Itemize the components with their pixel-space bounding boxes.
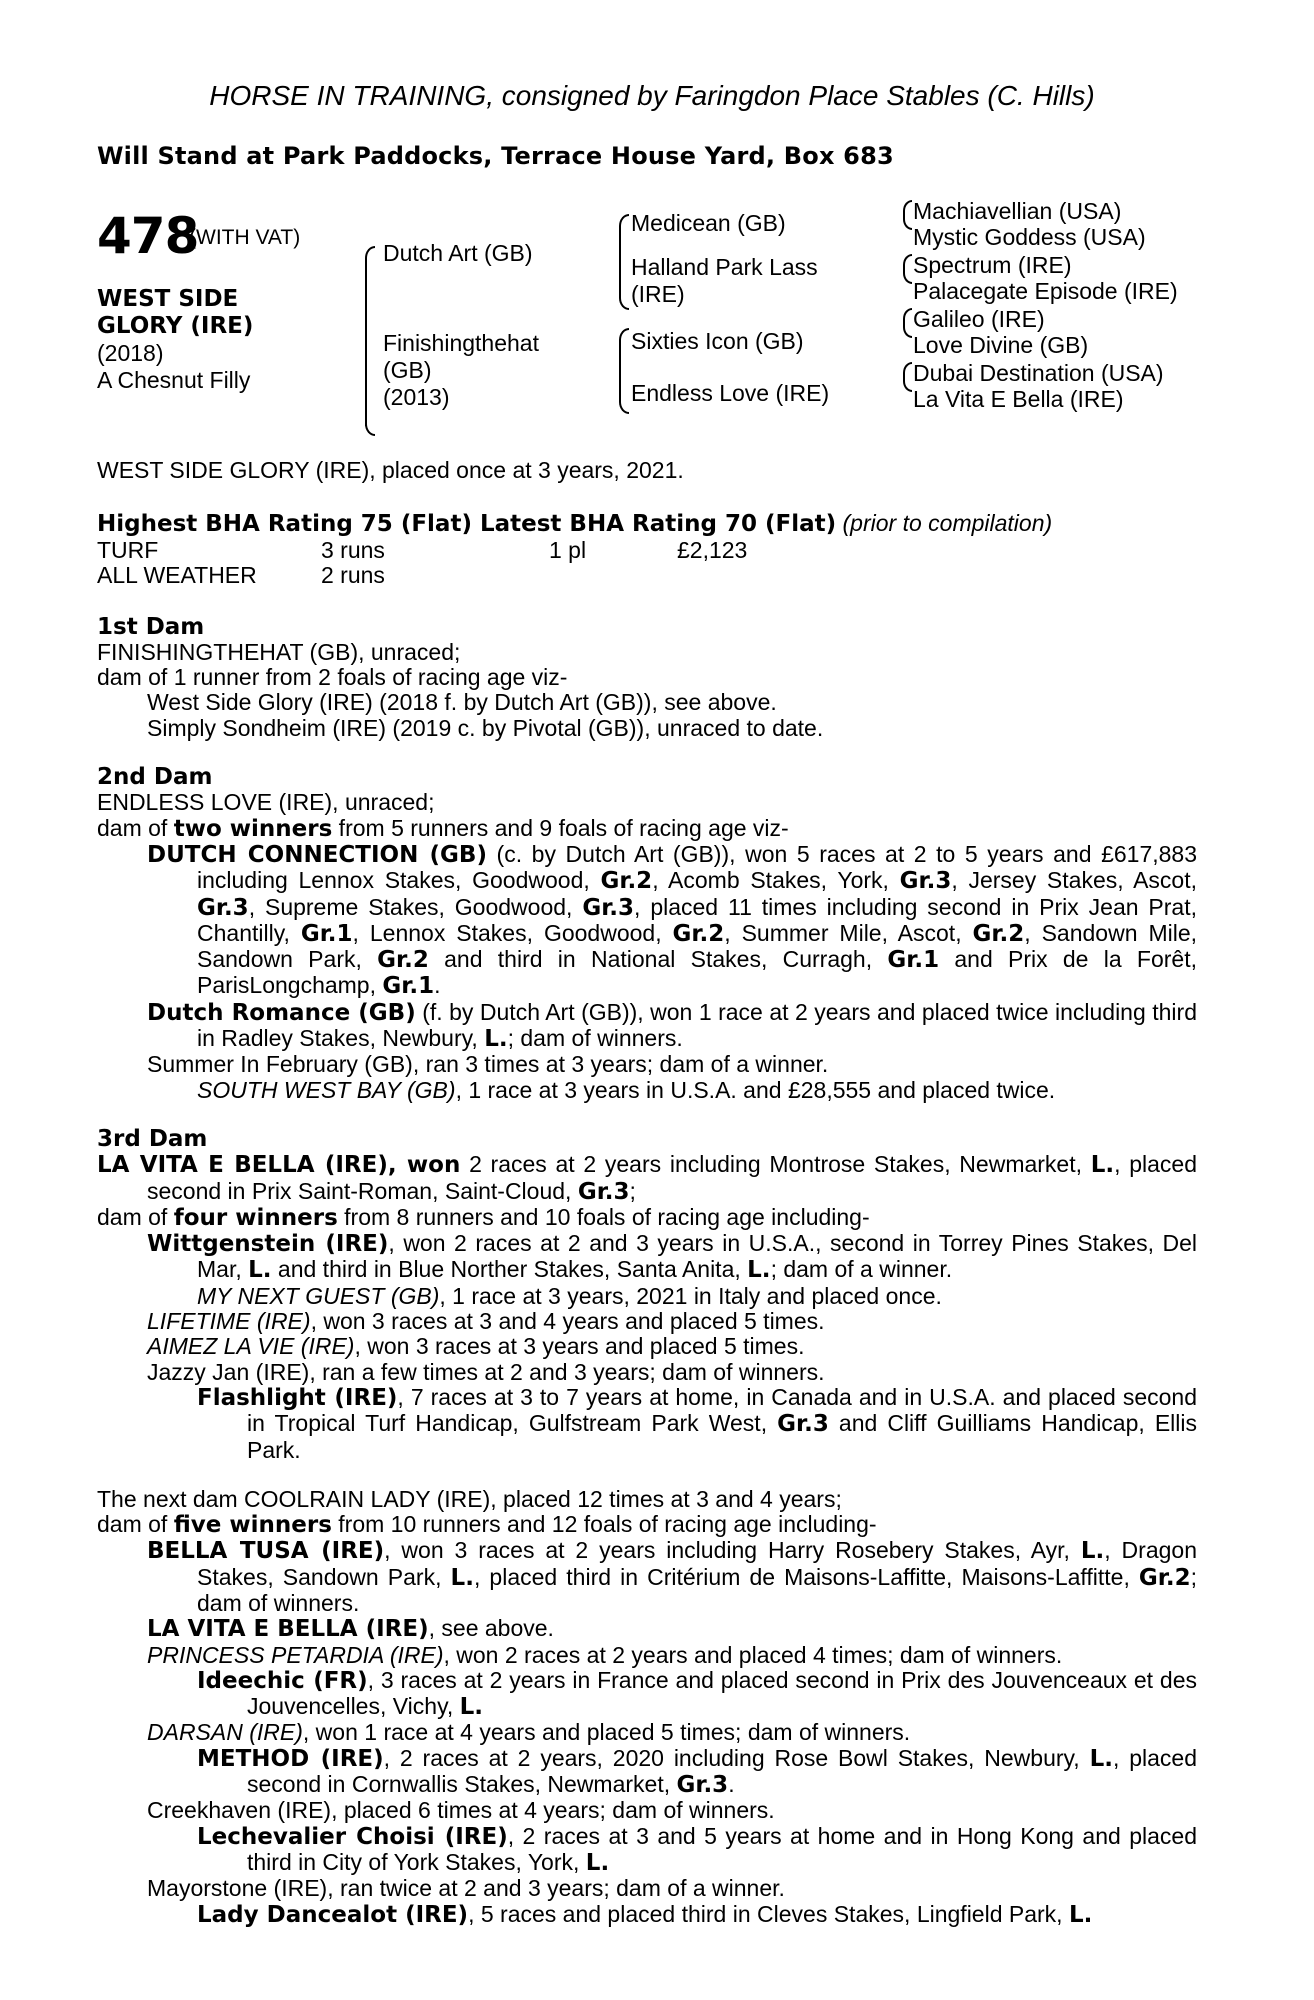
- g34-brace-bottom: [903, 268, 912, 284]
- turf-label: TURF: [97, 536, 159, 563]
- produce-item-dutch-romance: Dutch Romance (GB) (f. by Dutch Art (GB)), won 1 race at 2 years and placed twice including third in Radley Stakes, Newbury, L.; dam of winners.: [147, 998, 1197, 1053]
- pedigree-sire-sire: Medicean (GB): [631, 210, 786, 236]
- dam-year: (2013): [383, 384, 450, 410]
- rating-line: [97, 511, 1197, 537]
- rating-note: (prior to compilation): [842, 510, 1053, 537]
- produce-item: Simply Sondheim (IRE) (2019 c. by Pivotal (GB)), unraced to date.: [147, 714, 824, 741]
- g56-brace-bottom: [903, 322, 912, 338]
- dd-brace: [619, 368, 629, 414]
- produce-item-bella-tusa: BELLA TUSA (IRE), won 3 races at 2 years including Harry Rosebery Stakes, Ayr, L., Dragon Stakes, Sandown Park, L., placed third in Critérium de Maisons-Laffitte, Maisons-Laffitte, Gr.2; dam of winners.: [147, 1537, 1197, 1616]
- sd-line1: Halland Park Lass: [631, 254, 818, 280]
- pedigree-gds: [913, 306, 1088, 358]
- aw-runs: 2 runs: [321, 561, 385, 588]
- dam-name-line2: (GB): [383, 357, 432, 383]
- pedigree-gsd: [913, 252, 1178, 304]
- produce-item-grand: MY NEXT GUEST (GB), 1 race at 3 years, 2021 in Italy and placed once.: [197, 1282, 942, 1309]
- produce-item-ideechic: Ideechic (FR), 3 races at 2 years in France and placed second in Prix des Jouvenceaux et des Jouvencelles, Vichy, L.: [197, 1666, 1197, 1721]
- g6: Love Divine (GB): [913, 332, 1089, 358]
- aw-record: [97, 563, 1197, 588]
- produce-item-method: METHOD (IRE), 2 races at 2 years, 2020 including Rose Bowl Stakes, Newbury, L., placed second in Cornwallis Stakes, Newmarket, Gr.3.: [197, 1744, 1197, 1799]
- produce-item-flashlight: Flashlight (IRE), 7 races at 3 to 7 years at home, in Canada and in U.S.A. and placed second in Tropical Turf Handicap, Gulfstream Park West, Gr.3 and Cliff Guilliams Handicap, Ellis Park.: [197, 1383, 1197, 1463]
- bha-rating: Highest BHA Rating 75 (Flat) Latest BHA Rating 70 (Flat): [97, 511, 837, 538]
- pedigree-dam-sire: Sixties Icon (GB): [631, 328, 804, 354]
- sd-line2: (IRE): [631, 281, 685, 307]
- pedigree-dam: [383, 330, 539, 411]
- produce-item-dutch-connection: DUTCH CONNECTION (GB) (c. by Dutch Art (GB)), won 5 races at 2 to 5 years and £617,883 including Lennox Stakes, Goodwood, Gr.2, Acomb Stakes, York, Gr.3, Jersey Stakes, Ascot, Gr.3, Supreme Stakes, Goodwood, Gr.3, placed 11 times including second in Prix Jean Prat, Chantilly, Gr.1, Lennox Stakes, Goodwood, Gr.2, Summer Mile, Ascot, Gr.2, Sandown Mile, Sandown Park, Gr.2 and third in National Stakes, Curragh, Gr.1 and Prix de la Forêt, ParisLongchamp, Gr.1.: [147, 840, 1198, 1000]
- second-dam-line: ENDLESS LOVE (IRE), unraced;: [97, 789, 435, 816]
- aw-label: ALL WEATHER: [97, 561, 257, 588]
- g7: Dubai Destination (USA): [913, 360, 1164, 386]
- page-title: HORSE IN TRAINING, consigned by Faringdon Place Stables (C. Hills): [209, 80, 1095, 111]
- pedigree-sire: Dutch Art (GB): [383, 240, 533, 266]
- produce-item: LIFETIME (IRE), won 3 races at 3 and 4 years and placed 5 times.: [147, 1308, 825, 1335]
- sd-brace: [619, 260, 629, 310]
- produce-item: Creekhaven (IRE), placed 6 times at 4 years; dam of winners.: [147, 1797, 775, 1824]
- second-dam-heading: 2nd Dam: [97, 764, 213, 791]
- horse-description: A Chesnut Filly: [97, 367, 251, 393]
- third-dam-produce: dam of four winners from 8 runners and 10 foals of racing age including-: [97, 1203, 870, 1231]
- race-summary: WEST SIDE GLORY (IRE), placed once at 3 years, 2021.: [97, 457, 684, 483]
- produce-item-wittgenstein: Wittgenstein (IRE), won 2 races at 2 and 3 years in U.S.A., second in Torrey Pines Stakes, Del Mar, L. and third in Blue Norther Stakes, Santa Anita, L.; dam of a winner.: [147, 1230, 1198, 1284]
- turf-prize: £2,123: [677, 536, 748, 563]
- produce-item: West Side Glory (IRE) (2018 f. by Dutch Art (GB)), see above.: [147, 689, 777, 716]
- ds-brace: [619, 328, 629, 370]
- pedigree-gdd: [913, 360, 1164, 412]
- turf-record: [97, 538, 1197, 563]
- first-dam-produce: dam of 1 runner from 2 foals of racing age viz-: [97, 664, 568, 691]
- g5: Galileo (IRE): [913, 306, 1045, 332]
- horse-name-line2: GLORY (IRE): [97, 313, 254, 339]
- produce-item: Jazzy Jan (IRE), ran a few times at 2 and 3 years; dam of winners.: [147, 1358, 825, 1385]
- lot-number: 478: [97, 207, 199, 265]
- g8: La Vita E Bella (IRE): [913, 386, 1124, 412]
- ss-brace: [619, 214, 629, 262]
- pedigree-ggs: [913, 198, 1146, 250]
- produce-item: DARSAN (IRE), won 1 race at 4 years and placed 5 times; dam of winners.: [147, 1719, 911, 1746]
- produce-item: Summer In February (GB), ran 3 times at 3 years; dam of a winner.: [147, 1051, 829, 1078]
- next-dam-produce: dam of five winners from 10 runners and 12 foals of racing age including-: [97, 1511, 877, 1539]
- produce-item-grand: SOUTH WEST BAY (GB), 1 race at 3 years in U.S.A. and £28,555 and placed twice.: [197, 1076, 1056, 1103]
- next-dam-line: The next dam COOLRAIN LADY (IRE), placed 12 times at 3 and 4 years;: [97, 1485, 842, 1512]
- g4: Palacegate Episode (IRE): [913, 278, 1178, 304]
- catalogue-body: [97, 458, 1197, 1928]
- third-dam-line: LA VITA E BELLA (IRE), won 2 races at 2 years including Montrose Stakes, Newmarket, L., placed second in Prix Saint-Roman, Saint-Cloud, Gr.3;: [97, 1151, 1197, 1205]
- horse-name: [97, 286, 253, 394]
- foaling-year: (2018): [97, 340, 164, 366]
- sire-brace: [365, 246, 375, 308]
- g1: Machiavellian (USA): [913, 198, 1122, 224]
- turf-placings: 1 pl: [549, 536, 587, 563]
- produce-item-lady-dancealot: Lady Dancealot (IRE), 5 races and placed third in Cleves Stakes, Lingfield Park, L.: [197, 1900, 1093, 1928]
- third-dam-heading: 3rd Dam: [97, 1125, 208, 1152]
- produce-item: LA VITA E BELLA (IRE), see above.: [147, 1615, 554, 1643]
- pedigree-sire-dam: [631, 254, 818, 308]
- g12-brace-bottom: [903, 214, 912, 230]
- produce-item: Mayorstone (IRE), ran twice at 2 and 3 years; dam of a winner.: [147, 1875, 785, 1902]
- produce-item-lechevalier: Lechevalier Choisi (IRE), 2 races at 3 and 5 years at home and in Hong Kong and placed third in City of York Stakes, York, L.: [197, 1822, 1197, 1876]
- produce-item: AIMEZ LA VIE (IRE), won 3 races at 3 years and placed 5 times.: [147, 1333, 805, 1360]
- first-dam-heading: 1st Dam: [97, 613, 205, 640]
- produce-item: PRINCESS PETARDIA (IRE), won 2 races at 2 years and placed 4 times; dam of winners.: [147, 1641, 1063, 1668]
- vat-note: (WITH VAT): [189, 226, 301, 249]
- dam-brace: [365, 390, 375, 436]
- horse-name-line1: WEST SIDE: [97, 286, 239, 312]
- g78-brace-bottom: [903, 376, 912, 392]
- first-dam-line: FINISHINGTHEHAT (GB), unraced;: [97, 638, 461, 665]
- g2: Mystic Goddess (USA): [913, 224, 1146, 250]
- g3: Spectrum (IRE): [913, 252, 1072, 278]
- turf-runs: 3 runs: [321, 536, 385, 563]
- second-dam-produce: dam of two winners from 5 runners and 9 foals of racing age viz-: [97, 814, 789, 842]
- dam-name-line1: Finishingthehat: [383, 330, 539, 356]
- pedigree-dam-dam: Endless Love (IRE): [631, 380, 830, 406]
- stand-location: Will Stand at Park Paddocks, Terrace House Yard, Box 683: [97, 142, 894, 170]
